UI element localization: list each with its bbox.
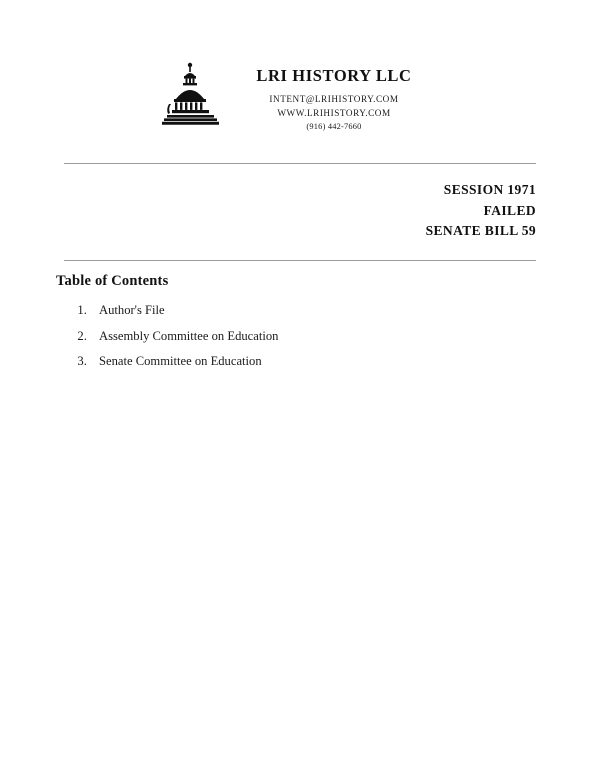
bill-number: SENATE BILL 59 xyxy=(425,223,536,239)
toc-title: Table of Contents xyxy=(56,273,169,289)
toc-item-label: Author's File xyxy=(99,303,165,317)
org-website: WWW.LRIHISTORY.COM xyxy=(277,108,391,118)
table-of-contents xyxy=(56,273,536,381)
divider-top xyxy=(64,163,536,164)
letterhead xyxy=(0,0,600,131)
toc-list xyxy=(56,304,536,368)
list-item[interactable] xyxy=(90,304,536,317)
org-email: INTENT@LRIHISTORY.COM xyxy=(269,94,399,104)
list-item[interactable] xyxy=(90,355,536,368)
org-phone: (916) 442-7660 xyxy=(306,122,362,131)
capitol-dome-icon xyxy=(159,60,221,130)
org-block xyxy=(227,56,441,131)
bill-info xyxy=(426,180,536,242)
bill-status: FAILED xyxy=(483,202,536,218)
list-item[interactable] xyxy=(90,330,536,343)
toc-item-label: Assembly Committee on Education xyxy=(99,328,279,343)
org-name: LRI HISTORY LLC xyxy=(256,66,412,85)
divider-bottom xyxy=(64,260,536,261)
toc-item-label: Senate Committee on Education xyxy=(99,354,262,369)
bill-session: SESSION 1971 xyxy=(443,182,536,197)
